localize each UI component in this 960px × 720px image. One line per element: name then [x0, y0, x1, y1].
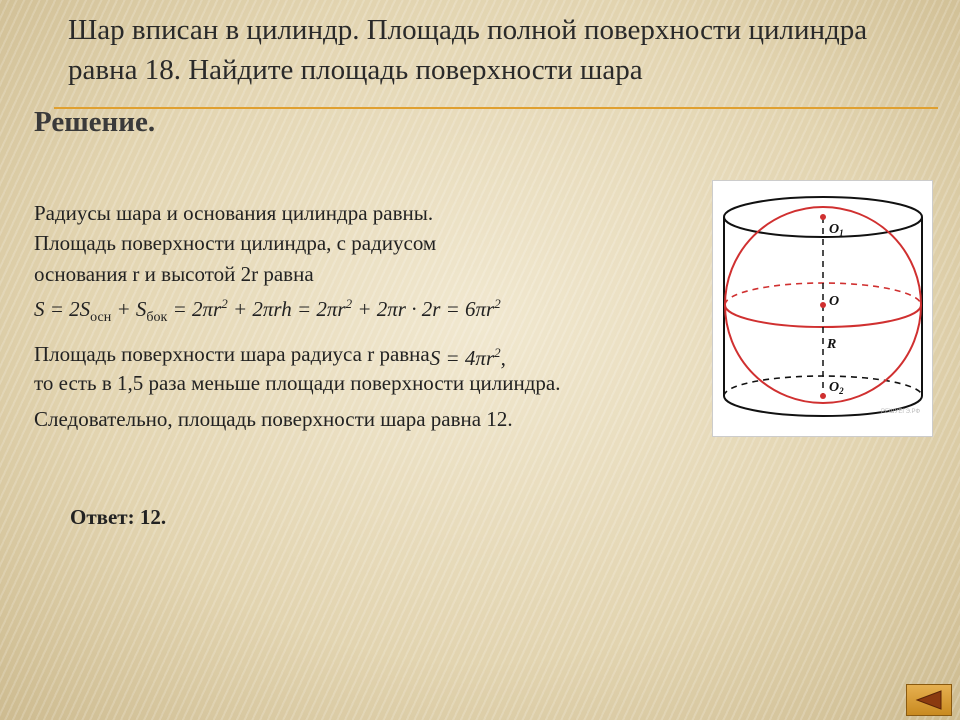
- label-o2: $O_2$: [829, 380, 844, 396]
- solution-heading: Решение.: [34, 106, 156, 138]
- slide-title: Шар вписан в цилиндр. Площадь полной поверхности цилиндра равна 18. Найдите площадь поверхности шара: [68, 14, 868, 86]
- text-line-sphere: Площадь поверхности шара радиуса r равнаS = $4\pi r^2$,: [34, 342, 506, 370]
- label-o1: $O_1$: [829, 222, 844, 238]
- text-line-1: Радиусы шара и основания цилиндра равны.: [34, 201, 434, 225]
- watermark: РЕШУЕГЭ.РФ: [881, 409, 921, 415]
- figure-svg: [713, 181, 932, 436]
- point-o1: [820, 214, 826, 220]
- title-divider: [54, 107, 938, 109]
- point-o: [820, 302, 826, 308]
- back-button[interactable]: [906, 684, 952, 716]
- text-line-2: Площадь поверхности цилиндра, с радиусом: [34, 231, 437, 255]
- text-line-ratio: то есть в 1,5 раза меньше площади поверхности цилиндра.: [34, 371, 561, 395]
- point-o2: [820, 393, 826, 399]
- text-line-3: основания r и высотой 2r равна: [34, 262, 314, 286]
- text-line-conclusion: Следовательно, площадь поверхности шара равна 12.: [34, 407, 513, 431]
- cylinder-sphere-figure: [712, 180, 933, 437]
- back-arrow-icon: [914, 689, 944, 711]
- cylinder-area-formula: $S = 2S_{осн} + S_{бок} = 2\pi r^2 + 2\pi rh = 2\pi r^2 + 2\pi r \cdot 2r = 6\pi r^2$: [34, 296, 501, 326]
- answer-text: Ответ: 12.: [70, 505, 167, 529]
- label-r: R: [827, 337, 837, 352]
- label-o: O: [829, 294, 840, 309]
- sphere-area-formula: $S = 4\pi r^2$,: [429, 345, 506, 370]
